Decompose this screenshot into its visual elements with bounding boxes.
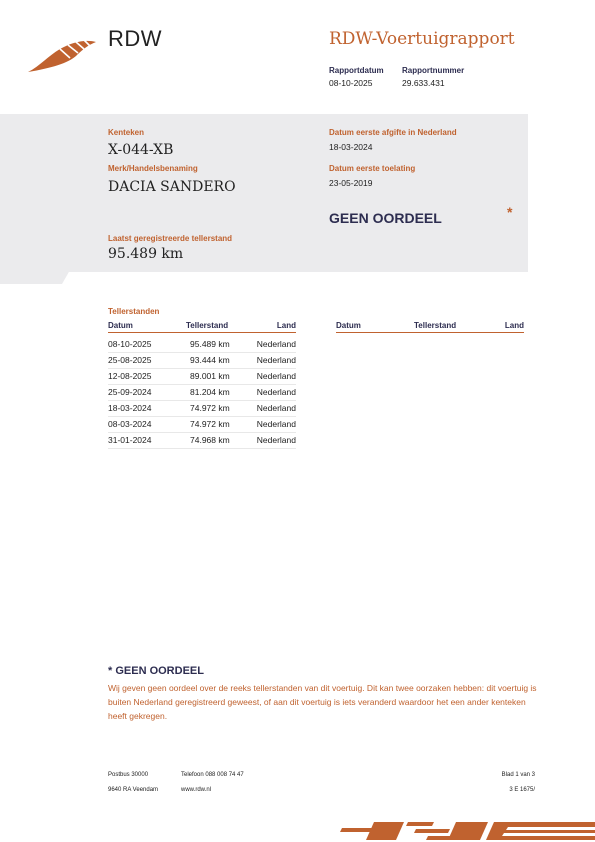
table-row xyxy=(108,400,296,417)
verdict-text: GEEN OORDEEL xyxy=(329,210,442,226)
row-tellerstand: 74.972 km xyxy=(190,419,230,429)
row-datum: 18-03-2024 xyxy=(108,403,152,413)
footer-postbus: Postbus 30000 xyxy=(108,772,149,778)
footer-code: 3 E 1675/ xyxy=(509,787,535,793)
footnote-star: * xyxy=(507,204,513,220)
table-header-underline xyxy=(108,332,296,333)
brand-name: RDW xyxy=(108,26,163,51)
row-datum: 08-03-2024 xyxy=(108,419,152,429)
col-header-tellerstand-2: Tellerstand xyxy=(414,321,457,330)
tellerstand-label: Laatst geregistreerde tellerstand xyxy=(108,234,233,243)
col-header-datum: Datum xyxy=(108,321,133,330)
row-datum: 25-09-2024 xyxy=(108,387,152,397)
table-row xyxy=(108,432,296,449)
tellerstanden-title: Tellerstanden xyxy=(108,307,160,316)
afgifte-label: Datum eerste afgifte in Nederland xyxy=(329,128,457,137)
vehicle-info-panel xyxy=(0,114,528,272)
row-tellerstand: 89.001 km xyxy=(190,371,230,381)
row-tellerstand: 81.204 km xyxy=(190,387,230,397)
footer-telefoon: Telefoon 088 008 74 47 xyxy=(181,772,244,778)
row-datum: 08-10-2025 xyxy=(108,339,152,349)
panel-notch xyxy=(0,270,70,284)
rapportdatum-value: 08-10-2025 xyxy=(329,78,373,88)
table-row xyxy=(108,368,296,385)
row-land: Nederland xyxy=(256,371,296,381)
col-header-land: Land xyxy=(276,321,296,330)
col-header-land-2: Land xyxy=(504,321,524,330)
row-land: Nederland xyxy=(256,419,296,429)
row-tellerstand: 74.972 km xyxy=(190,403,230,413)
footer-website[interactable]: www.rdw.nl xyxy=(181,787,212,793)
row-land: Nederland xyxy=(256,435,296,445)
merk-label: Merk/Handelsbenaming xyxy=(108,164,198,173)
col-header-tellerstand: Tellerstand xyxy=(186,321,229,330)
toelating-value: 23-05-2019 xyxy=(329,178,373,188)
tellerstand-value: 95.489 km xyxy=(108,246,184,262)
footer-address: 9640 RA Veendam xyxy=(108,787,159,793)
table-row xyxy=(108,336,296,353)
row-land: Nederland xyxy=(256,355,296,365)
toelating-label: Datum eerste toelating xyxy=(329,164,416,173)
col-header-datum-2: Datum xyxy=(336,321,361,330)
rdw-feather-logo xyxy=(26,36,98,76)
rapportnummer-label: Rapportnummer xyxy=(402,66,465,75)
row-tellerstand: 95.489 km xyxy=(190,339,230,349)
row-tellerstand: 93.444 km xyxy=(190,355,230,365)
table-header-underline-2 xyxy=(336,332,524,333)
kenteken-label: Kenteken xyxy=(108,128,145,137)
afgifte-value: 18-03-2024 xyxy=(329,142,373,152)
table-row xyxy=(108,416,296,433)
merk-value: DACIA SANDERO xyxy=(108,179,236,195)
rapportnummer-value: 29.633.431 xyxy=(402,78,445,88)
table-row xyxy=(108,384,296,401)
footnote-text: Wij geven geen oordeel over de reeks tellerstanden van dit voertuig. Dit kan twee oorzaken hebben: dit voertuig is buiten Nederland geregistreerd geweest, of aan dit voertuig is iets veranderd waardoor het een ander kenteken heeft gekregen. xyxy=(108,683,537,721)
row-land: Nederland xyxy=(256,403,296,413)
row-datum: 12-08-2025 xyxy=(108,371,152,381)
decorative-stripes xyxy=(338,818,595,842)
footer-page-number: Blad 1 van 3 xyxy=(501,772,535,778)
table-row xyxy=(108,352,296,369)
row-tellerstand: 74.968 km xyxy=(190,435,230,445)
kenteken-value: X-044-XB xyxy=(108,142,174,158)
row-datum: 31-01-2024 xyxy=(108,435,152,445)
row-datum: 25-08-2025 xyxy=(108,355,152,365)
rapportdatum-label: Rapportdatum xyxy=(329,66,384,75)
footnote-title: * GEEN OORDEEL xyxy=(108,665,204,677)
row-land: Nederland xyxy=(256,339,296,349)
report-title: RDW-Voertuigrapport xyxy=(329,29,515,49)
row-land: Nederland xyxy=(256,387,296,397)
